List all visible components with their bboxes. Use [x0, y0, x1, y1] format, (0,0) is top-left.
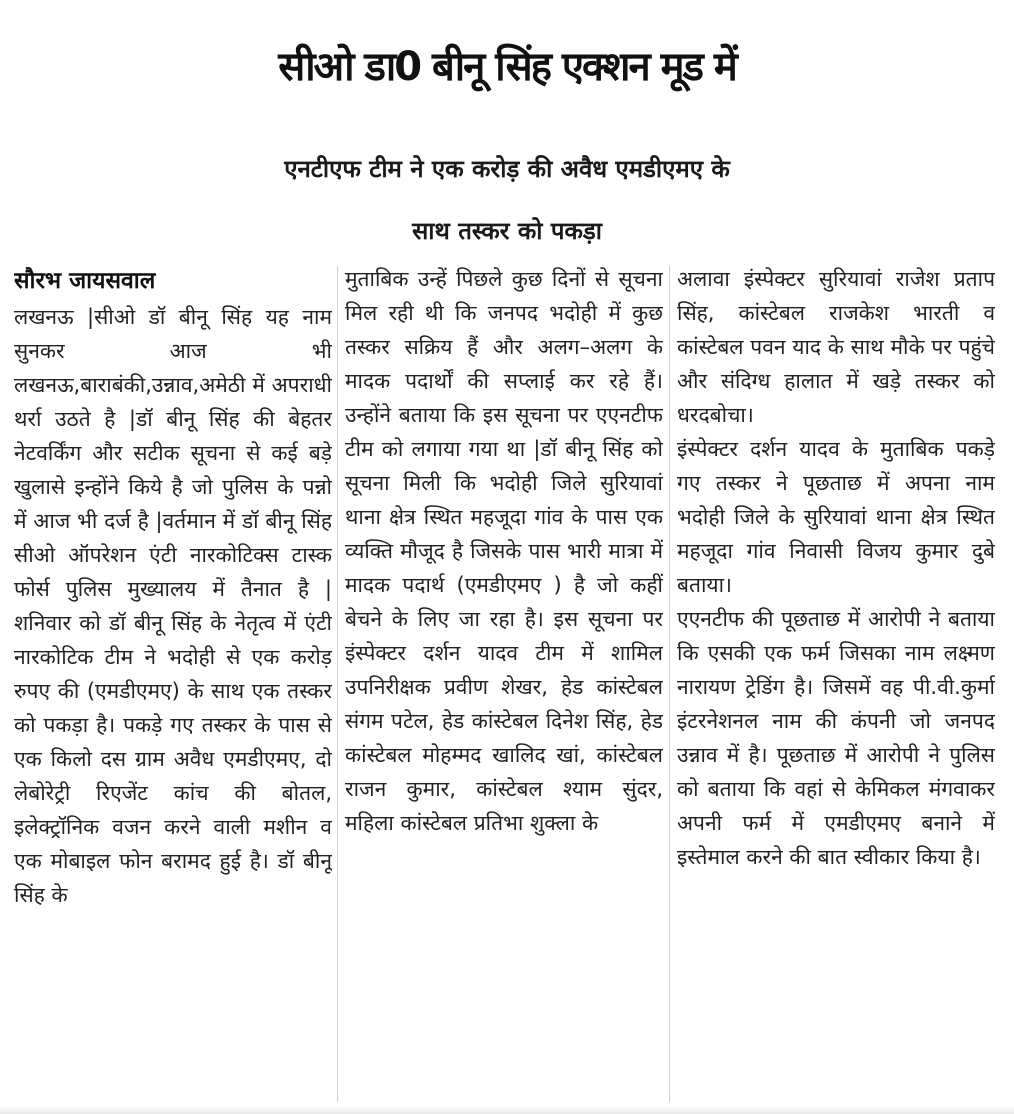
column-divider: [669, 266, 670, 1102]
column-3-paragraph-2: इंस्पेक्टर दर्शन यादव के मुताबिक पकड़े गए तस्कर ने पूछताछ में अपना नाम भदोही जिले के सुरियावां थाना क्षेत्र स्थित महजूदा गांव निवासी विजय कुमार दुबे बताया।: [677, 437, 995, 597]
headline: सीओ डा0 बीनू सिंह एक्शन मूड में: [278, 43, 736, 90]
subheadline-line-1: एनटीएफ टीम ने एक करोड़ की अवैध एमडीएमए के: [284, 155, 730, 183]
column-1-text: लखनऊ |सीओ डॉ बीनू सिंह यह नाम सुनकर आज भी लखनऊ,बाराबंकी,उन्नाव,अमेठी में अपराधी थर्रा उठते है |डॉ बीनू सिंह की बेहतर नेटवर्किंग और सटीक सूचना से कई बड़े खुलासे इन्होंने किये है जो पुलिस के पन्नो में आज भी दर्ज है |वर्तमान में डॉ बीनू सिंह सीओ ऑपरेशन एंटी नारकोटिक्स टास्क फोर्स पुलिस मुख्यालय में तैनात है |शनिवार को डॉ बीनू सिंह के नेतृत्व में एंटी नारकोटिक टीम ने भदोही से एक करोड़ रुपए की (एमडीएमए) के साथ एक तस्कर को पकड़ा है। पकड़े गए तस्कर के पास से एक किलो दस ग्राम अवैध एमडीएमए, दो लेबोरेट्री रिएजेंट कांच की बोतल, इलेक्ट्रॉनिक वजन करने वाली मशीन व एक मोबाइल फोन बरामद हुई है। डॉ बीनू सिंह के: [14, 305, 332, 907]
column-3-paragraph-1: अलावा इंस्पेक्टर सुरियावां राजेश प्रताप सिंह, कांस्टेबल राजकेश भारती व कांस्टेबल पवन याद के साथ मौके पर पहुंचे और संदिग्ध हालात में खड़े तस्कर को धरदबोचा।: [677, 267, 995, 427]
column-3-paragraph-3: एएनटीफ की पूछताछ में आरोपी ने बताया कि एसकी एक फर्म जिसका नाम लक्ष्मण नारायण ट्रेडिंग है। जिसमें वह पी.वी.कुर्मा इंटरनेशनल नाम की कंपनी जो जनपद उन्नाव में है। पूछताछ में आरोपी ने पुलिस को बताया कि वहां से केमिकल मंगवाकर अपनी फर्म में एमडीएमए बनाने में इस्तेमाल करने की बात स्वीकार किया है।: [677, 607, 995, 869]
byline: सौरभ जायसवाल: [14, 268, 156, 294]
article-column-1: [14, 262, 332, 1107]
page-edge: [0, 1106, 1014, 1114]
article-column-2: [345, 262, 663, 1107]
subheadline-line-2: साथ तस्कर को पकड़ा: [412, 217, 602, 245]
article-column-3: [677, 262, 995, 1107]
subheadline: [0, 138, 1014, 262]
column-2-text: मुताबिक उन्हें पिछले कुछ दिनों से सूचना मिल रही थी कि जनपद भदोही में कुछ तस्कर सक्रिय हैं और अलग–अलग के मादक पदार्थों की सप्लाई कर रहे हैं। उन्होंने बताया कि इस सूचना पर एएनटीफ टीम को लगाया गया था |डॉ बीनू सिंह को सूचना मिली कि भदोही जिले सुरियावां थाना क्षेत्र स्थित महजूदा गांव के पास एक व्यक्ति मौजूद है जिसके पास भारी मात्रा में मादक पदार्थ (एमडीएमए ) है जो कहीं बेचने के लिए जा रहा है। इस सूचना पर इंस्पेक्टर दर्शन यादव टीम में शामिल उपनिरीक्षक प्रवीण शेखर, हेड कांस्टेबल संगम पटेल, हेड कांस्टेबल दिनेश सिंह, हेड कांस्टेबल मोहम्मद खालिद खां, कांस्टेबल राजन कुमार, कांस्टेबल श्याम सुंदर, महिला कांस्टेबल प्रतिभा शुक्ला के: [345, 267, 663, 835]
column-divider: [337, 266, 338, 1102]
